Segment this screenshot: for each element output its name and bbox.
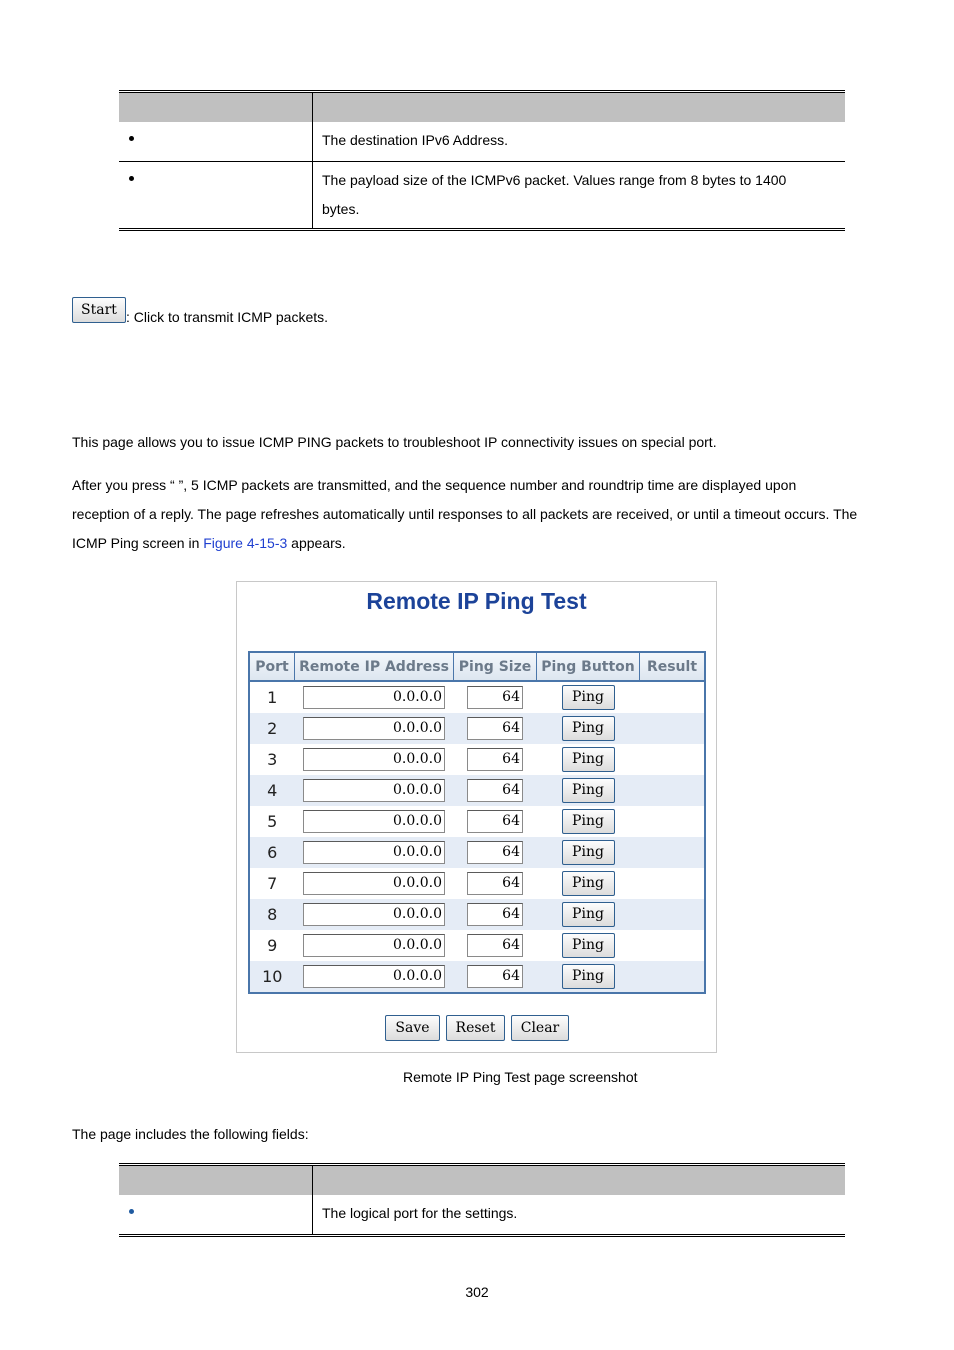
result-cell <box>640 713 706 744</box>
ping-size-input[interactable]: 64 <box>467 872 523 895</box>
port-cell <box>249 744 295 775</box>
table-cell-description <box>313 161 846 229</box>
ping-table-row <box>249 713 705 744</box>
object-description-table-top <box>119 90 845 231</box>
ping-button[interactable]: Ping <box>562 685 615 710</box>
port-number: 6 <box>267 843 278 862</box>
col-header-port: Port <box>249 652 295 681</box>
figure-caption: Remote IP Ping Test page screenshot <box>403 1069 638 1085</box>
table-cell-description <box>313 122 846 161</box>
ping-button-cell <box>537 744 640 775</box>
ping-button-cell <box>537 930 640 961</box>
remote-ip-input[interactable]: 0.0.0.0 <box>303 903 445 926</box>
ping-table-row <box>249 681 705 713</box>
ping-table-row <box>249 961 705 993</box>
ping-button[interactable]: Ping <box>562 809 615 834</box>
remote-ip-cell <box>295 775 454 806</box>
result-cell <box>640 744 706 775</box>
port-cell <box>249 681 295 713</box>
table-cell-object <box>119 161 313 229</box>
ping-size-input[interactable]: 64 <box>467 686 523 709</box>
ping-size-input[interactable]: 64 <box>467 903 523 926</box>
table-header-description <box>313 92 846 123</box>
col-header-ping-button: Ping Button <box>537 652 640 681</box>
ping-table-row <box>249 868 705 899</box>
ping-size-cell <box>454 899 537 930</box>
remote-ip-cell <box>295 899 454 930</box>
bullet-icon <box>129 176 134 181</box>
result-cell <box>640 681 706 713</box>
intro-line: reception of a reply. The page refreshes automatically until responses to all packets are received, or until a timeout occurs. The <box>72 506 858 522</box>
ping-button-cell <box>537 961 640 993</box>
port-number: 10 <box>262 967 283 986</box>
clear-button[interactable]: Clear <box>511 1015 569 1041</box>
remote-ip-input[interactable]: 0.0.0.0 <box>303 872 445 895</box>
remote-ip-input[interactable]: 0.0.0.0 <box>303 841 445 864</box>
ping-size-cell <box>454 744 537 775</box>
figure-link[interactable]: Figure 4-15-3 <box>203 535 288 551</box>
port-cell <box>249 713 295 744</box>
ping-table-row <box>249 899 705 930</box>
remote-ip-cell <box>295 868 454 899</box>
table-row <box>119 122 845 161</box>
port-cell <box>249 930 295 961</box>
intro-paragraph-1: This page allows you to issue ICMP PING packets to troubleshoot IP connectivity issues on special port. <box>72 434 717 450</box>
remote-ip-cell <box>295 681 454 713</box>
remote-ip-cell <box>295 961 454 993</box>
remote-ip-input[interactable]: 0.0.0.0 <box>303 779 445 802</box>
ping-button-cell <box>537 806 640 837</box>
description-text-cont: bytes. <box>322 200 360 217</box>
result-cell <box>640 961 706 993</box>
port-cell <box>249 868 295 899</box>
ping-button[interactable]: Ping <box>562 871 615 896</box>
table-cell-object <box>119 122 313 161</box>
description-text: The destination IPv6 Address. <box>322 132 508 148</box>
remote-ip-input[interactable]: 0.0.0.0 <box>303 717 445 740</box>
remote-ip-input[interactable]: 0.0.0.0 <box>303 748 445 771</box>
table-cell-object <box>119 1195 313 1235</box>
port-number: 8 <box>267 905 278 924</box>
ping-size-cell <box>454 961 537 993</box>
start-description: : Click to transmit ICMP packets. <box>126 309 329 325</box>
remote-ip-input[interactable]: 0.0.0.0 <box>303 934 445 957</box>
table-row <box>119 161 845 229</box>
col-header-remote-ip: Remote IP Address <box>295 652 454 681</box>
ping-size-cell <box>454 868 537 899</box>
description-text: The payload size of the ICMPv6 packet. Values range from 8 bytes to 1400 <box>322 171 787 188</box>
remote-ip-cell <box>295 930 454 961</box>
table-header-description <box>313 1165 846 1196</box>
intro-text: ICMP Ping screen in <box>72 535 204 551</box>
ping-size-cell <box>454 775 537 806</box>
ping-size-input[interactable]: 64 <box>467 934 523 957</box>
remote-ip-cell <box>295 806 454 837</box>
ping-table-row <box>249 744 705 775</box>
result-cell <box>640 930 706 961</box>
ping-button[interactable]: Ping <box>562 933 615 958</box>
ping-size-input[interactable]: 64 <box>467 965 523 988</box>
ping-button-cell <box>537 899 640 930</box>
ping-button-cell <box>537 775 640 806</box>
ping-size-input[interactable]: 64 <box>467 748 523 771</box>
remote-ip-input[interactable]: 0.0.0.0 <box>303 686 445 709</box>
port-number: 5 <box>267 812 278 831</box>
table-row <box>119 1195 845 1235</box>
ping-size-cell <box>454 681 537 713</box>
table-header-object <box>119 92 313 123</box>
page-number: 302 <box>465 1284 489 1300</box>
result-cell <box>640 899 706 930</box>
ping-table-row <box>249 806 705 837</box>
result-cell <box>640 806 706 837</box>
ping-table-row <box>249 775 705 806</box>
bullet-icon <box>129 136 134 141</box>
ping-table <box>248 651 706 994</box>
ping-size-cell <box>454 806 537 837</box>
remote-ip-cell <box>295 837 454 868</box>
port-number: 9 <box>267 936 278 955</box>
remote-ip-input[interactable]: 0.0.0.0 <box>303 965 445 988</box>
port-number: 3 <box>267 750 278 769</box>
ping-size-cell <box>454 930 537 961</box>
table-header-object <box>119 1165 313 1196</box>
port-number: 4 <box>267 781 278 800</box>
ping-size-cell <box>454 713 537 744</box>
result-cell <box>640 775 706 806</box>
intro-line: After you press “ ”, 5 ICMP packets are transmitted, and the sequence number and roundtrip time are displayed upon <box>72 477 797 493</box>
result-cell <box>640 868 706 899</box>
intro-line <box>72 529 857 558</box>
ping-button[interactable]: Ping <box>562 902 615 927</box>
ping-table-row <box>249 930 705 961</box>
ping-button-cell <box>537 681 640 713</box>
port-cell <box>249 775 295 806</box>
ping-size-input[interactable]: 64 <box>467 779 523 802</box>
table-cell-description <box>313 1195 846 1235</box>
ping-button[interactable]: Ping <box>562 778 615 803</box>
ping-size-input[interactable]: 64 <box>467 841 523 864</box>
port-number: 7 <box>267 874 278 893</box>
ping-button-cell <box>537 868 640 899</box>
ping-button[interactable]: Ping <box>562 840 615 865</box>
object-description-table-bottom <box>119 1163 845 1237</box>
col-header-result: Result <box>640 652 706 681</box>
port-cell <box>249 899 295 930</box>
save-button[interactable]: Save <box>385 1015 440 1041</box>
result-cell <box>640 837 706 868</box>
ping-button-cell <box>537 713 640 744</box>
ping-button-cell <box>537 837 640 868</box>
start-button[interactable]: Start <box>72 297 126 323</box>
remote-ip-ping-test-screenshot <box>236 581 717 1053</box>
fields-intro: The page includes the following fields: <box>72 1126 309 1142</box>
remote-ip-cell <box>295 713 454 744</box>
port-number: 1 <box>267 688 278 707</box>
ping-button[interactable]: Ping <box>562 716 615 741</box>
col-header-ping-size: Ping Size <box>454 652 537 681</box>
ping-table-header-row <box>249 652 705 681</box>
ping-size-input[interactable]: 64 <box>467 717 523 740</box>
port-cell <box>249 961 295 993</box>
port-cell <box>249 837 295 868</box>
remote-ip-cell <box>295 744 454 775</box>
reset-button[interactable]: Reset <box>446 1015 505 1041</box>
ping-button[interactable]: Ping <box>562 747 615 772</box>
ping-button[interactable]: Ping <box>562 964 615 989</box>
port-cell <box>249 806 295 837</box>
description-text: The logical port for the settings. <box>322 1205 518 1221</box>
intro-paragraph-2 <box>72 471 857 558</box>
bullet-icon <box>129 1209 134 1214</box>
page-title: Remote IP Ping Test <box>366 588 587 614</box>
ping-size-input[interactable]: 64 <box>467 810 523 833</box>
ping-table-row <box>249 837 705 868</box>
port-number: 2 <box>267 719 278 738</box>
intro-text: appears. <box>287 535 346 551</box>
ping-size-cell <box>454 837 537 868</box>
remote-ip-input[interactable]: 0.0.0.0 <box>303 810 445 833</box>
